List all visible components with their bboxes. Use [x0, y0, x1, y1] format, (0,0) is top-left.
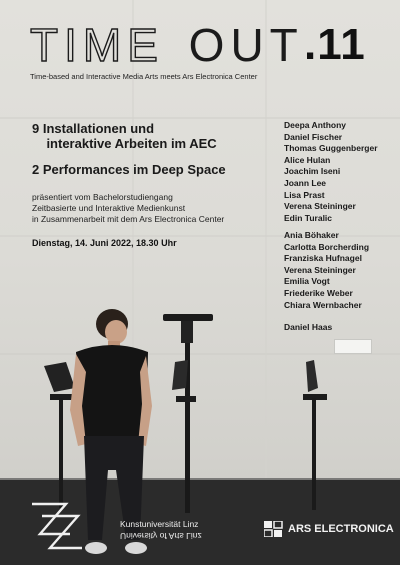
artist-name: Daniel Haas	[284, 322, 333, 332]
artist-name: Emilia Vogt	[284, 276, 330, 287]
subtitle: Time-based and Interactive Media Arts meets Ars Electronica Center	[30, 72, 258, 81]
artist-name: Deepa Anthony	[284, 120, 347, 130]
headline-installations-line2: interaktive Arbeiten im AEC	[32, 136, 217, 151]
artist-name: Alice Hulan	[284, 154, 331, 165]
artist-name: Joachim Iseni	[284, 166, 341, 177]
info-line: Zeitbasierte und Interaktive Medienkunst	[32, 203, 186, 213]
artist-name: Carlotta Borcherding	[284, 241, 370, 252]
artist-name: Franziska Hufnagel	[284, 253, 362, 264]
ars-electronica-icon	[264, 521, 284, 537]
university-name	[120, 518, 202, 542]
artist-name: Verena Steininger	[284, 264, 356, 275]
artist-name: Chiara Wernbacher	[284, 299, 362, 310]
artist-name: Daniel Fischer	[284, 131, 343, 142]
title-out: OUT	[188, 19, 304, 71]
artist-name: Thomas Guggenberger	[284, 143, 378, 154]
event-date: Dienstag, 14. Juni 2022, 18.30 Uhr	[32, 238, 177, 248]
tablet-stand-left	[44, 362, 75, 508]
ars-electronica-logo	[264, 521, 394, 537]
ars-electronica-text: ARS ELECTRONICA	[288, 523, 394, 535]
tablet-stand-right	[303, 360, 327, 510]
university-name-en: University of Arts Linz	[120, 531, 202, 541]
info-line: präsentiert vom Bachelorstudiengang	[32, 192, 173, 202]
info-line: in Zusammenarbeit mit dem Ars Electronica Center	[32, 214, 225, 224]
artist-name: Joann Lee	[284, 177, 327, 188]
edition-number: .11	[304, 20, 366, 69]
artist-name: Verena Steininger	[284, 201, 356, 212]
university-name-de: Kunstuniversität Linz	[120, 519, 199, 529]
headline-installations: 9 Installationen und	[32, 121, 155, 136]
artist-name: Friederike Weber	[284, 287, 353, 298]
projector-stand-center	[163, 314, 213, 513]
university-logo-icon	[26, 498, 86, 554]
artist-name: Lisa Prast	[284, 189, 325, 200]
tablet-stand-middle	[172, 360, 196, 402]
title-time: TIME	[30, 19, 164, 71]
artist-name: Edin Turalic	[284, 212, 333, 223]
artist-name: Ania Böhaker	[284, 230, 339, 240]
headline-performances: 2 Performances im Deep Space	[32, 162, 226, 177]
